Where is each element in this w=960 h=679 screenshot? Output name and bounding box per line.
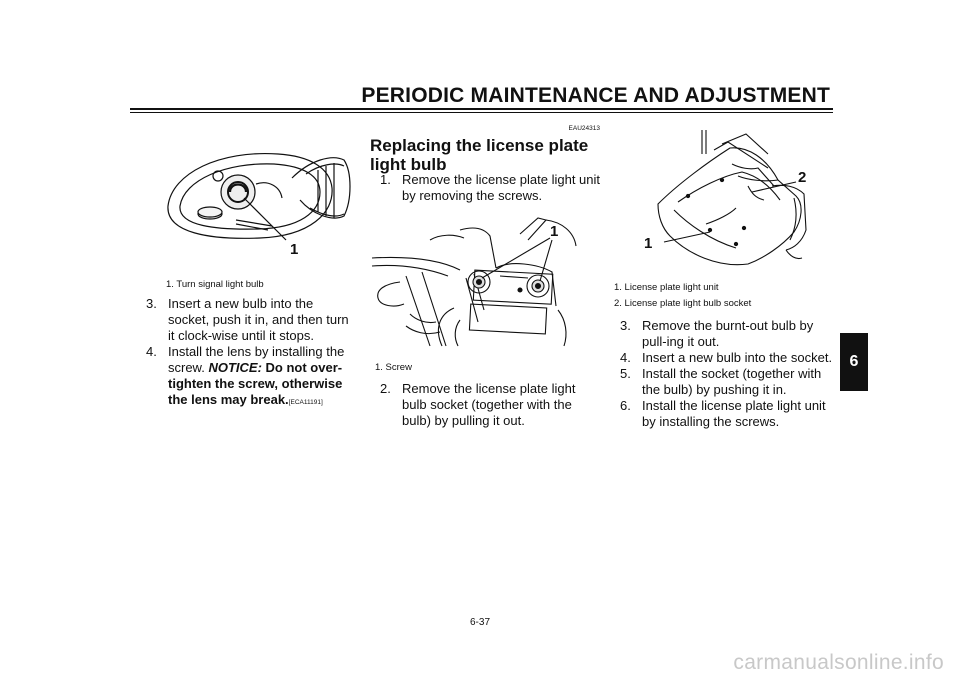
figure-caption: 1. Screw: [375, 362, 412, 373]
figure-callout: 1: [290, 241, 299, 258]
header-rule-thick: [130, 108, 833, 110]
reference-code: [ECA11191]: [288, 399, 323, 406]
left-steps: [146, 296, 352, 411]
figure-caption: 1. Turn signal light bulb: [166, 279, 264, 290]
watermark: carmanualsonline.info: [733, 651, 944, 674]
figure-callout-2: 2: [798, 169, 807, 186]
license-plate-screws-figure: [370, 210, 602, 350]
figure-caption-2: 2. License plate light bulb socket: [614, 298, 752, 309]
middle-step-1: 1. Remove the license plate light unit by removing the screws.: [380, 172, 601, 203]
header-rule-thin: [130, 112, 833, 113]
chapter-tab: 6: [840, 333, 868, 391]
right-steps: [620, 318, 834, 430]
figure-callout-1: 1: [644, 235, 653, 252]
turn-signal-figure: [160, 128, 370, 268]
page-title: PERIODIC MAINTENANCE AND ADJUSTMENT: [361, 84, 830, 107]
middle-step-2: 2. Remove the license plate light bulb socket (together with the bulb) by pulling it out.: [380, 381, 576, 428]
step-4: 4. Install the lens by installing the screw. NOTICE: Do not over-tighten the screw, otherwise the lens may break.[ECA11191]: [146, 344, 345, 407]
section-title: Replacing the license plate light bulb: [370, 136, 589, 174]
license-plate-unit-figure: [618, 124, 838, 272]
figure-caption-1: 1. License plate light unit: [614, 282, 719, 293]
step-4: 4. Insert a new bulb into the socket.: [620, 350, 833, 365]
page-number: 6-37: [469, 617, 490, 628]
step-6: 6. Install the license plate light unit by installing the screws.: [620, 398, 826, 429]
figure-callout: 1: [550, 223, 559, 240]
step-5: 5. Install the socket (together with the bulb) by pushing it in.: [620, 366, 822, 397]
step-3: 3. Insert a new bulb into the socket, push it in, and then turn it clock-wise until it stops.: [146, 296, 349, 343]
step-3: 3. Remove the burnt-out bulb by pull-ing it out.: [620, 318, 814, 349]
notice-text: Do not over-tighten the screw, otherwise the lens may break.: [168, 360, 343, 407]
section-code: EAU24313: [568, 125, 600, 132]
notice-label: NOTICE:: [208, 360, 262, 375]
